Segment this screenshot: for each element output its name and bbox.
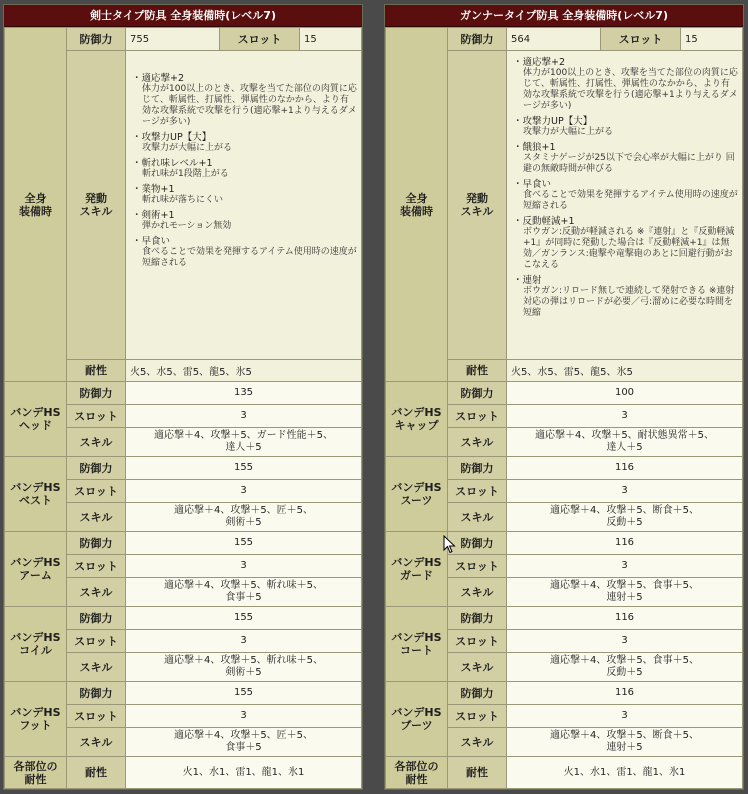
part-slot: 3 <box>507 555 743 578</box>
slot-label: スロット <box>601 28 681 51</box>
skill-label: スキル <box>448 728 507 757</box>
part-name: バンデHS ベスト <box>5 457 67 532</box>
part-name: バンデHS コート <box>386 607 448 682</box>
skill-item: ・ 剣術+1 弾かれモーション無効 <box>132 210 357 232</box>
skill-label: スキル <box>448 428 507 457</box>
part-slot: 3 <box>126 405 362 428</box>
defense-label: 防御力 <box>67 28 126 51</box>
defense-label: 防御力 <box>67 607 126 630</box>
slot-label: スロット <box>448 405 507 428</box>
slot-label: スロット <box>67 630 126 653</box>
part-resist-value: 火1、水1、雷1、龍1、氷1 <box>507 757 743 789</box>
skill-item: ・ 反動軽減+1 ボウガン:反動が軽減される ※『連射』と『反動軽減+1』が同時に発動した場合は『反動軽減+1』は無効／ガンランス:砲撃や竜撃砲のあとに回避行動がおこなえる <box>513 216 738 271</box>
resist-value: 火5、水5、雷5、龍5、氷5 <box>507 360 743 382</box>
panel-title: ガンナータイプ防具 全身装備時(レベル7) <box>385 5 743 27</box>
part-skill: 適応撃＋4、攻撃＋5、匠＋5、 剣術＋5 <box>126 503 362 532</box>
part-skill: 適応撃＋4、攻撃＋5、斬れ味＋5、 食事＋5 <box>126 578 362 607</box>
part-defense: 116 <box>507 682 743 705</box>
full-set-category: 全身 装備時 <box>386 28 448 382</box>
part-skill: 適応撃＋4、攻撃＋5、ガード性能＋5、 達人＋5 <box>126 428 362 457</box>
skill-item: ・ 斬れ味レベル+1 斬れ味が1段階上がる <box>132 158 357 180</box>
skill-item: ・ 攻撃力UP【大】 攻撃力が大幅に上がる <box>513 116 738 138</box>
skill-item: ・ 攻撃力UP【大】 攻撃力が大幅に上がる <box>132 132 357 154</box>
part-resist-category: 各部位の 耐性 <box>5 757 67 789</box>
defense-label: 防御力 <box>67 382 126 405</box>
slot-label: スロット <box>448 705 507 728</box>
part-resist-category: 各部位の 耐性 <box>386 757 448 789</box>
part-slot: 3 <box>126 480 362 503</box>
part-slot: 3 <box>126 705 362 728</box>
skill-label: スキル <box>448 503 507 532</box>
skill-label: スキル <box>67 428 126 457</box>
resist-label: 耐性 <box>67 360 126 382</box>
skill-label: スキル <box>67 653 126 682</box>
part-slot: 3 <box>126 555 362 578</box>
resist-label: 耐性 <box>448 360 507 382</box>
part-skill: 適応撃＋4、攻撃＋5、食事＋5、 反動＋5 <box>507 653 743 682</box>
slot-label: スロット <box>67 480 126 503</box>
slot-label: スロット <box>448 555 507 578</box>
part-name: バンデHS フット <box>5 682 67 757</box>
part-name: バンデHS スーツ <box>386 457 448 532</box>
panel-title: 剣士タイプ防具 全身装備時(レベル7) <box>4 5 362 27</box>
part-resist-value: 火1、水1、雷1、龍1、氷1 <box>126 757 362 789</box>
resist-value: 火5、水5、雷5、龍5、氷5 <box>126 360 362 382</box>
part-defense: 155 <box>126 682 362 705</box>
slot-label: スロット <box>220 28 300 51</box>
skill-label: スキル <box>448 578 507 607</box>
defense-label: 防御力 <box>448 28 507 51</box>
defense-label: 防御力 <box>448 532 507 555</box>
part-skill: 適応撃＋4、攻撃＋5、食事＋5、 連射＋5 <box>507 578 743 607</box>
slot-label: スロット <box>67 555 126 578</box>
skill-label: スキル <box>67 728 126 757</box>
skill-item: ・ 連射 ボウガン:リロード無しで連続して発射できる ※連射対応の弾はリロードが必要／弓:溜めに必要な時間を短縮 <box>513 275 738 319</box>
part-name: バンデHS ヘッド <box>5 382 67 457</box>
swordsman-armor-panel <box>3 4 363 790</box>
gunner-armor-panel <box>384 4 744 790</box>
part-slot: 3 <box>507 480 743 503</box>
part-skill: 適応撃＋4、攻撃＋5、耐状態異常＋5、 達人＋5 <box>507 428 743 457</box>
skill-item: ・ 早食い 食べることで効果を発揮するアイテム使用時の速度が短縮される <box>132 236 357 269</box>
part-name: バンデHS コイル <box>5 607 67 682</box>
slot-label: スロット <box>448 630 507 653</box>
skill-list <box>126 51 362 360</box>
part-defense: 155 <box>126 457 362 480</box>
part-defense: 155 <box>126 607 362 630</box>
defense-label: 防御力 <box>67 532 126 555</box>
defense-label: 防御力 <box>448 607 507 630</box>
part-defense: 155 <box>126 532 362 555</box>
defense-label: 防御力 <box>67 682 126 705</box>
part-slot: 3 <box>507 405 743 428</box>
slot-value: 15 <box>300 28 362 51</box>
defense-label: 防御力 <box>448 382 507 405</box>
part-name: バンデHS ブーツ <box>386 682 448 757</box>
resist-label: 耐性 <box>67 757 126 789</box>
slot-label: スロット <box>67 405 126 428</box>
part-defense: 100 <box>507 382 743 405</box>
skill-item: ・ 適応撃+2 体力が100以上のとき、攻撃を当てた部位の肉質に応じて、斬属性、打属性、弾属性のなかから、より有効な攻撃系統で攻撃を行う(適応撃+1より与えるダメージが多い) <box>132 73 357 128</box>
part-defense: 116 <box>507 532 743 555</box>
part-slot: 3 <box>507 705 743 728</box>
part-defense: 116 <box>507 607 743 630</box>
part-name: バンデHS アーム <box>5 532 67 607</box>
part-slot: 3 <box>126 630 362 653</box>
skill-label: スキル <box>67 503 126 532</box>
defense-value: 755 <box>126 28 220 51</box>
slot-label: スロット <box>67 705 126 728</box>
part-skill: 適応撃＋4、攻撃＋5、断食＋5、 連射＋5 <box>507 728 743 757</box>
part-name: バンデHS ガード <box>386 532 448 607</box>
slot-label: スロット <box>448 480 507 503</box>
part-skill: 適応撃＋4、攻撃＋5、斬れ味＋5、 剣術＋5 <box>126 653 362 682</box>
skill-label: スキル <box>67 578 126 607</box>
skill-list <box>507 51 743 360</box>
part-defense: 116 <box>507 457 743 480</box>
resist-label: 耐性 <box>448 757 507 789</box>
full-set-category: 全身 装備時 <box>5 28 67 382</box>
skill-label: スキル <box>448 653 507 682</box>
defense-label: 防御力 <box>67 457 126 480</box>
defense-value: 564 <box>507 28 601 51</box>
gunner-armor-table <box>385 27 743 789</box>
skill-item: ・ 業物+1 斬れ味が落ちにくい <box>132 184 357 206</box>
skill-item: ・ 早食い 食べることで効果を発揮するアイテム使用時の速度が短縮される <box>513 179 738 212</box>
part-name: バンデHS キャップ <box>386 382 448 457</box>
part-skill: 適応撃＋4、攻撃＋5、匠＋5、 食事＋5 <box>126 728 362 757</box>
defense-label: 防御力 <box>448 457 507 480</box>
skill-item: ・ 適応撃+2 体力が100以上のとき、攻撃を当てた部位の肉質に応じて、斬属性、打属性、弾属性のなかから、より有効な攻撃系統で攻撃を行う(適応撃+1より与えるダメージが多い) <box>513 57 738 112</box>
skill-item: ・ 餓狼+1 スタミナゲージが25以下で会心率が大幅に上がり 回避の無敵時間が伸びる <box>513 142 738 175</box>
part-defense: 135 <box>126 382 362 405</box>
part-skill: 適応撃＋4、攻撃＋5、断食＋5、 反動＋5 <box>507 503 743 532</box>
mouse-cursor-icon <box>443 535 457 555</box>
slot-value: 15 <box>681 28 743 51</box>
part-slot: 3 <box>507 630 743 653</box>
swordsman-armor-table <box>4 27 362 789</box>
defense-label: 防御力 <box>448 682 507 705</box>
skills-label: 発動 スキル <box>448 51 507 360</box>
skills-label: 発動 スキル <box>67 51 126 360</box>
